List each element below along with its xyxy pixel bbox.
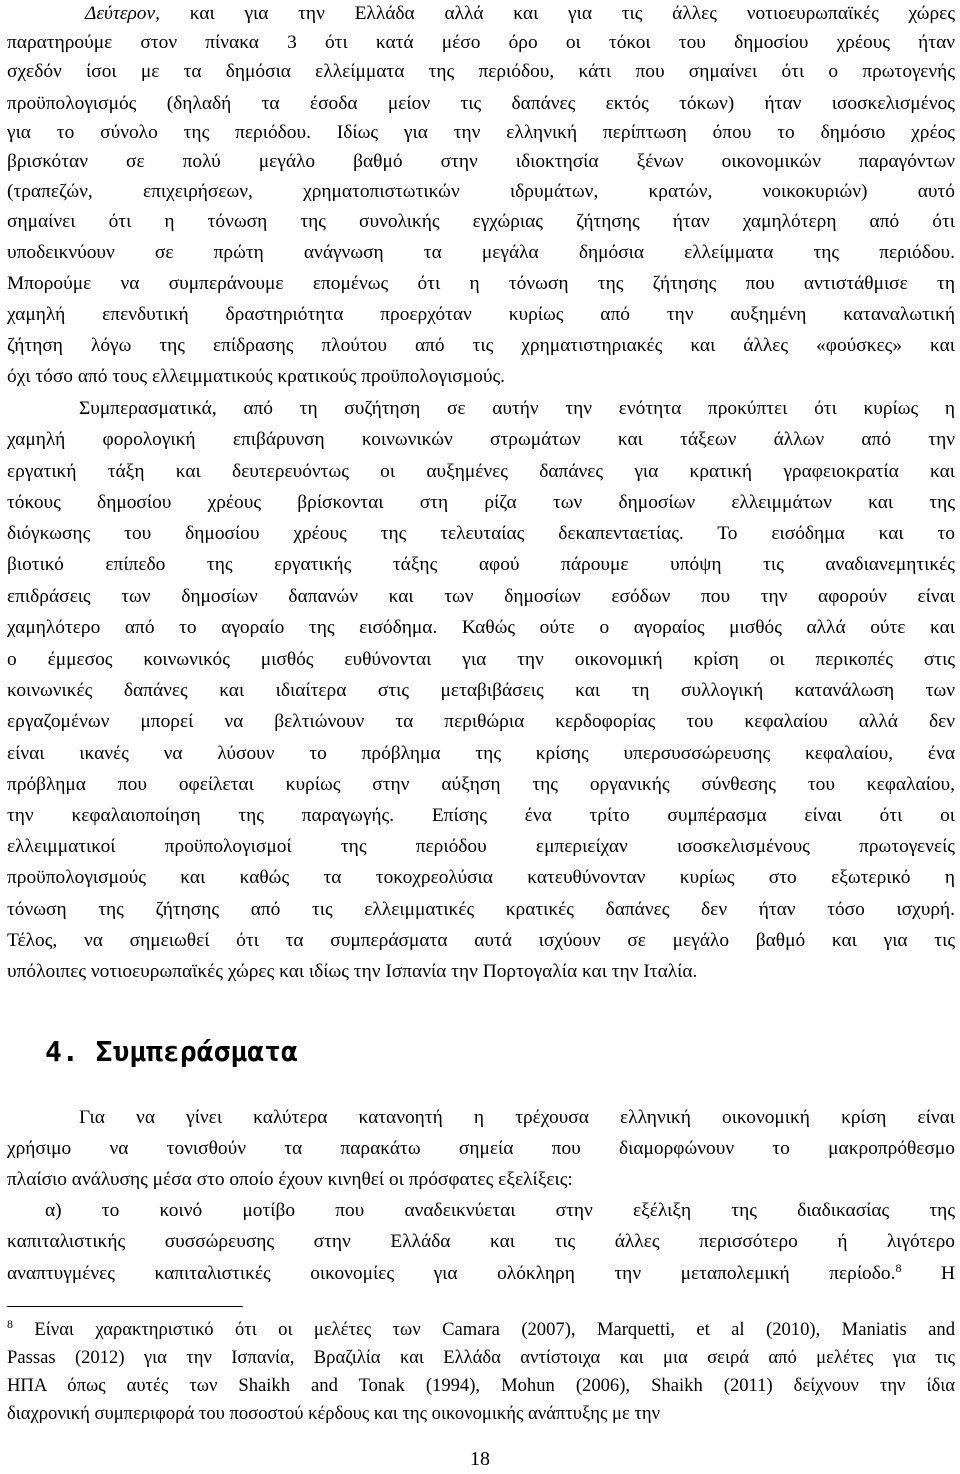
paragraph-line: χαμηλή φορολογική επιβάρυνση κοινωνικών στρωμάτων και τάξεων άλλων από την bbox=[7, 429, 955, 450]
paragraph-line: καπιταλιστικής συσσώρευσης στην Ελλάδα και τις άλλες περισσότερο ή λιγότερο bbox=[7, 1231, 955, 1252]
paragraph-line: χαμηλή επενδυτική δραστηριότητα προερχόταν κυρίως από την αυξημένη καταναλωτική bbox=[7, 304, 955, 325]
paragraph-line: πρόβλημα που οφείλεται κυρίως στην αύξηση της οργανικής σύνθεσης του κεφαλαίου, bbox=[7, 774, 955, 795]
paragraph-line: παρατηρούμε στον πίνακα 3 ότι κατά μέσο όρο οι τόκοι του δημοσίου χρέους ήταν bbox=[7, 32, 955, 53]
paragraph-line: αναπτυγμένες καπιταλιστικές οικονομίες για ολόκληρη την μεταπολεμική περίοδο.$^8$ Η bbox=[7, 1261, 955, 1284]
paragraph-line: ελλειμματικοί προϋπολογισμοί της περιόδου εμπεριείχαν ισοσκελισμένους πρωτογενείς bbox=[7, 836, 955, 857]
paragraph-line: για το σύνολο της περιόδου. Ιδίως για την ελληνική περίπτωση όπου το δημόσιο χρέος bbox=[7, 122, 955, 143]
paragraph-line: σχεδόν ίσοι με τα δημόσια ελλείμματα της περιόδου, κάτι που σημαίνει ότι ο πρωτογενής bbox=[7, 61, 955, 82]
italic-lead-word: Δεύτερον bbox=[85, 3, 156, 24]
paragraph-line: κοινωνικές δαπάνες και ιδιαίτερα στις μεταβιβάσεις και τη συλλογική κατανάλωση των bbox=[7, 680, 955, 701]
paragraph-line: ζήτηση λόγω της επίδρασης πλούτου από τις χρηματιστηριακές και άλλες «φούσκες» και bbox=[7, 335, 955, 356]
paragraph-line: όχι τόσο από τους ελλειμματικούς κρατικούς προϋπολογισμούς. bbox=[7, 366, 505, 387]
paragraph-line: την κεφαλαιοποίηση της παραγωγής. Επίσης ένα τρίτο συμπέρασμα είναι ότι οι bbox=[7, 805, 955, 826]
paragraph-line: πλαίσιο ανάλυσης μέσα στο οποίο έχουν κινηθεί οι πρόσφατες εξελίξεις: bbox=[7, 1169, 573, 1190]
footnote-line: Passas (2012) για την Ισπανία, Βραζιλία και Ελλάδα αντίστοιχα και μια σειρά από μελέτες για τις bbox=[7, 1347, 955, 1368]
paragraph-line: Για να γίνει καλύτερα κατανοητή η τρέχουσα ελληνική οικονομική κρίση είναι bbox=[79, 1107, 955, 1128]
paragraph-line: βιοτικό επίπεδο της εργατικής τάξης αφού πάρουμε υπόψη τις αναδιανεμητικές bbox=[7, 554, 955, 575]
paragraph-line: ο έμμεσος κοινωνικός μισθός ευθύνονται για την οικονομική κρίση οι περικοπές στις bbox=[7, 649, 955, 670]
paragraph-line: διόγκωσης του δημοσίου χρέους της τελευταίας δεκαπενταετίας. Το εισόδημα και το bbox=[7, 523, 955, 544]
footnote-line: ΗΠΑ όπως αυτές των Shaikh and Tonak (1994), Mohun (2006), Shaikh (2011) δείχνουν την ίδια bbox=[7, 1375, 955, 1396]
paragraph-line: είναι ικανές να λύσουν το πρόβλημα της κρίσης υπερσυσσώρευσης κεφαλαίου, ένα bbox=[7, 743, 955, 764]
paragraph-line: υποδεικνύουν σε πρώτη ανάγνωση τα μεγάλα δημόσια ελλείμματα της περιόδου. bbox=[7, 242, 955, 263]
footnote-marker: 8 bbox=[7, 1317, 13, 1331]
footnote-separator bbox=[7, 1306, 243, 1307]
paragraph-line: χαμηλότερο από το αγοραίο της εισόδημα. Καθώς ούτε ο αγοραίος μισθός αλλά ούτε και bbox=[7, 617, 955, 638]
paragraph-line: Μπορούμε να συμπεράνουμε επομένως ότι η τόνωση της ζήτησης που αντιστάθμισε τη bbox=[7, 273, 955, 294]
footnote-reference[interactable]: 8 bbox=[895, 1261, 902, 1275]
paragraph-line: τόνωση της ζήτησης από τις ελλειμματικές κρατικές δαπάνες δεν ήταν τόσο ισχυρή. bbox=[7, 899, 955, 920]
paragraph-line: εργαζομένων μπορεί να βελτιώνουν τα περιθώρια κερδοφορίας του κεφαλαίου αλλά δεν bbox=[7, 711, 955, 732]
paragraph-line: χρήσιμο να τονισθούν τα παρακάτω σημεία που διαμορφώνουν το μακροπρόθεσμο bbox=[7, 1138, 955, 1159]
page-number: 18 bbox=[470, 1448, 490, 1470]
paragraph-line: υπόλοιπες νοτιοευρωπαϊκές χώρες και ιδίως την Ισπανία την Πορτογαλία και την Ιταλία. bbox=[7, 961, 698, 982]
paragraph-line: προϋπολογισμούς και καθώς τα τοκοχρεολύσια κατευθύνονταν κυρίως στο εξωτερικό η bbox=[7, 867, 955, 888]
paragraph-line: εργατική τάξη και δευτερευόντως οι αυξημένες δαπάνες για κρατική γραφειοκρατία και bbox=[7, 461, 955, 482]
paragraph-line: Δεύτερον, και για την Ελλάδα αλλά και για τις άλλες νοτιοευρωπαϊκές χώρες bbox=[85, 3, 955, 24]
paragraph-line: α) το κοινό μοτίβο που αναδεικνύεται στην εξέλιξη της διαδικασίας της bbox=[45, 1200, 955, 1221]
paragraph-line: Συμπερασματικά, από τη συζήτηση σε αυτήν την ενότητα προκύπτει ότι κυρίως η bbox=[79, 398, 955, 419]
paragraph-line: τόκους δημοσίου χρέους βρίσκονται στη ρίζα των δημοσίων ελλειμμάτων και της bbox=[7, 492, 955, 513]
section-heading: 4. Συμπεράσματα bbox=[45, 1035, 298, 1068]
paragraph-line: επιδράσεις των δημοσίων δαπανών και των δημοσίων εσόδων που την αφορούν είναι bbox=[7, 586, 955, 607]
paragraph-line: σημαίνει ότι η τόνωση της συνολικής εγχώριας ζήτησης ήταν χαμηλότερη από ότι bbox=[7, 211, 955, 232]
footnote-line: $^8$ Είναι χαρακτηριστικό ότι οι μελέτες των Camara (2007), Marquetti, et al (2010), Maniatis and bbox=[7, 1317, 955, 1340]
footnote-line: διαχρονική συμπεριφορά του ποσοστού κέρδους και της οικονομικής ανάπτυξης με την bbox=[7, 1403, 661, 1424]
paragraph-line: προϋπολογισμός (δηλαδή τα έσοδα μείον τις δαπάνες εκτός τόκων) ήταν ισοσκελισμένος bbox=[7, 93, 955, 114]
paragraph-line: Τέλος, να σημειωθεί ότι τα συμπεράσματα αυτά ισχύουν σε μεγάλο βαθμό και για τις bbox=[7, 930, 955, 951]
paragraph-line: (τραπεζών, επιχειρήσεων, χρηματοπιστωτικών ιδρυμάτων, κρατών, νοικοκυριών) αυτό bbox=[7, 181, 955, 202]
paragraph-line: βρισκόταν σε πολύ μεγάλο βαθμό στην ιδιοκτησία ξένων οικονομικών παραγόντων bbox=[7, 151, 955, 172]
